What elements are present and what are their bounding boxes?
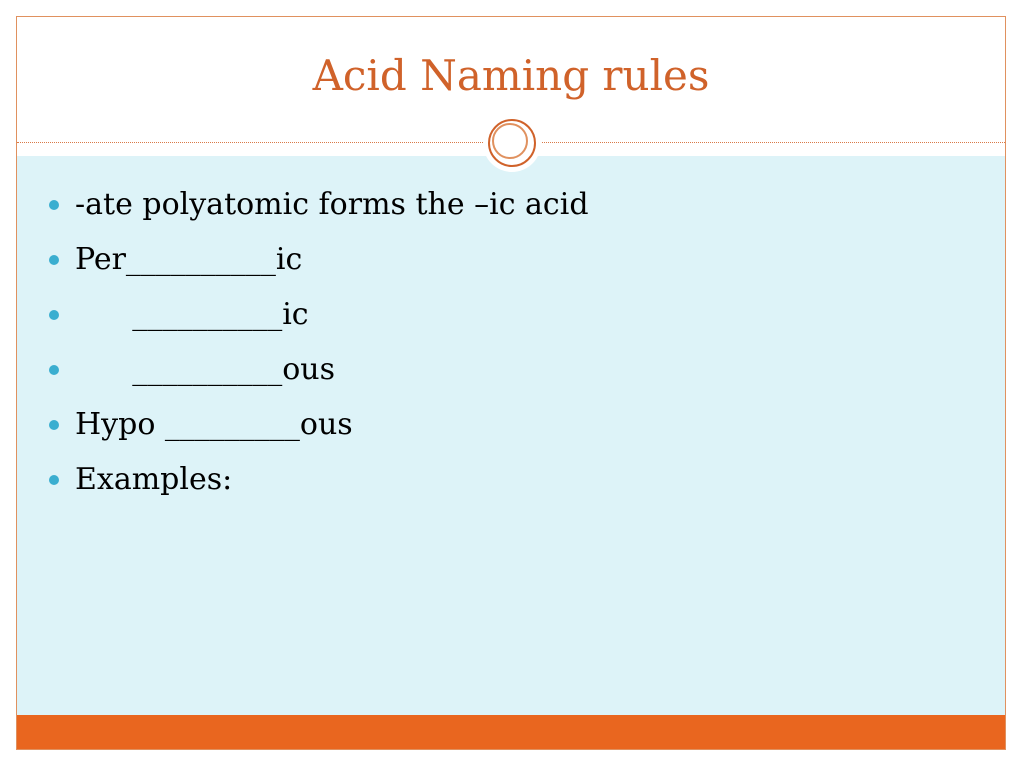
bullet-dot-icon (49, 310, 59, 320)
slide (16, 16, 1006, 750)
bullet-item (41, 177, 589, 232)
bullet-dot-icon (49, 200, 59, 210)
bullet-text: __________ic (75, 297, 309, 332)
bullet-dot-icon (49, 365, 59, 375)
bullet-item (41, 452, 233, 507)
bullet-text: Per__________ic (75, 242, 303, 277)
bullet-dot-icon (49, 255, 59, 265)
ornament-inner-ring (492, 123, 528, 159)
bullet-text: Examples: (75, 462, 233, 497)
bullet-dot-icon (49, 420, 59, 430)
circle-ornament-icon (483, 114, 541, 172)
bullet-text: Hypo _________ous (75, 407, 353, 442)
bullet-item (41, 397, 353, 452)
bullet-list (41, 177, 589, 507)
bullet-text: -ate polyatomic forms the –ic acid (75, 187, 589, 222)
bullet-text: __________ous (75, 352, 335, 387)
bullet-dot-icon (49, 475, 59, 485)
bullet-item (41, 287, 309, 342)
footer-bar (17, 715, 1005, 749)
bullet-item (41, 342, 335, 397)
bullet-item (41, 232, 303, 287)
slide-title: Acid Naming rules (312, 51, 710, 100)
